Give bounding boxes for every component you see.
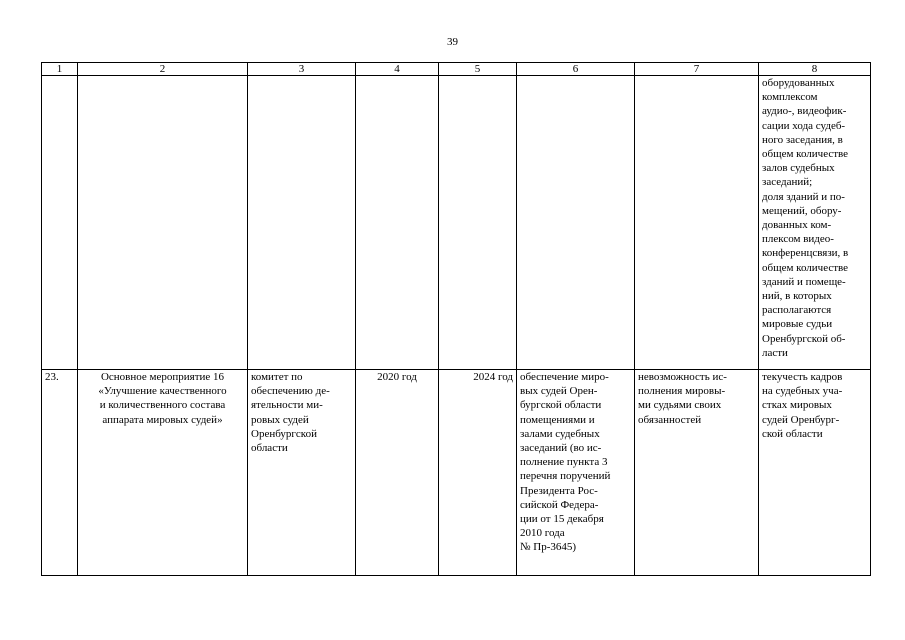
- table-cell: [42, 76, 78, 370]
- start-year-cell: 2020 год: [356, 370, 439, 576]
- text-line: ласти: [762, 346, 788, 359]
- text-line: зданий и помеще-: [762, 275, 846, 288]
- text-line: судей Оренбург-: [762, 413, 840, 426]
- text-line: ятельности ми-: [251, 399, 323, 412]
- executor-cell: [248, 370, 356, 576]
- text-line: «Улучшение качественного: [98, 385, 227, 398]
- text-line: области: [251, 442, 288, 455]
- result-cell: [517, 370, 635, 576]
- header-cell: 5: [439, 63, 517, 76]
- text-line: сации хода судеб-: [762, 119, 846, 132]
- text-line: ний, в которых: [762, 290, 832, 303]
- text-line: конференцсвязи, в: [762, 247, 849, 260]
- text-line: № Пр-3645): [520, 541, 577, 554]
- text-line: сийской Федера-: [520, 498, 599, 511]
- text-line: ровых судей: [251, 413, 309, 426]
- measures-table: [41, 62, 871, 576]
- text-line: комплексом: [762, 91, 818, 104]
- header-cell: 7: [635, 63, 759, 76]
- text-line: стках мировых: [762, 399, 832, 412]
- text-line: располагаются: [762, 304, 832, 317]
- page-number: 39: [447, 36, 458, 48]
- text-line: мещений, обору-: [762, 204, 842, 217]
- text-line: общем количестве: [762, 148, 849, 161]
- header-row: [42, 63, 871, 76]
- table-cell: [439, 76, 517, 370]
- text-line: 2010 года: [520, 527, 565, 540]
- text-line: обеспечение миро-: [520, 371, 609, 383]
- text-line: общем количестве: [762, 261, 849, 274]
- table-cell: [517, 76, 635, 370]
- header-cell: 2: [78, 63, 248, 76]
- text-line: бургской области: [520, 399, 602, 412]
- text-line: ции от 15 декабря: [520, 513, 604, 526]
- text-line: залов судебных: [762, 162, 835, 175]
- indicator-cell: [759, 76, 871, 370]
- text-line: оборудованных: [762, 77, 835, 89]
- table-cell: [635, 76, 759, 370]
- event-cell: [78, 370, 248, 576]
- text-line: обязанностей: [638, 413, 702, 426]
- header-cell: 1: [42, 63, 78, 76]
- text-line: помещениями и: [520, 413, 595, 426]
- text-line: плексом видео-: [762, 233, 834, 246]
- text-line: обеспечению де-: [251, 385, 330, 398]
- header-cell: 6: [517, 63, 635, 76]
- header-cell: 4: [356, 63, 439, 76]
- header-cell: 8: [759, 63, 871, 76]
- continuation-row: [42, 76, 871, 370]
- text-line: невозможность ис-: [638, 371, 727, 383]
- text-line: залами судебных: [520, 427, 600, 440]
- text-line: на судебных уча-: [762, 385, 843, 398]
- text-line: комитет по: [251, 371, 303, 383]
- table-row: [42, 370, 871, 576]
- text-line: ми судьями своих: [638, 399, 722, 412]
- row-number-cell: 23.: [42, 370, 78, 576]
- text-line: аппарата мировых судей»: [102, 413, 223, 426]
- text-line: заседаний (во ис-: [520, 442, 602, 455]
- text-line: перечня поручений: [520, 470, 611, 483]
- text-line: аудио-, видеофик-: [762, 105, 847, 118]
- text-line: Президента Рос-: [520, 484, 598, 497]
- text-line: Оренбургской об-: [762, 332, 846, 345]
- text-line: вых судей Орен-: [520, 385, 598, 398]
- text-line: текучесть кадров: [762, 371, 843, 383]
- consequence-cell: [635, 370, 759, 576]
- text-line: заседаний;: [762, 176, 813, 189]
- text-line: и количественного состава: [99, 399, 226, 412]
- table-cell: [248, 76, 356, 370]
- text-line: дованных ком-: [762, 219, 832, 232]
- end-year-cell: 2024 год: [439, 370, 517, 576]
- text-line: Оренбургской: [251, 427, 317, 440]
- text-line: полнение пункта 3: [520, 456, 608, 469]
- text-line: доля зданий и по-: [762, 190, 845, 203]
- text-line: ного заседания, в: [762, 133, 843, 146]
- text-line: полнения мировы-: [638, 385, 726, 398]
- table-cell: [356, 76, 439, 370]
- text-line: Основное мероприятие 16: [100, 371, 225, 383]
- text-line: ской области: [762, 427, 823, 440]
- table-cell: [78, 76, 248, 370]
- text-line: мировые судьи: [762, 318, 833, 331]
- header-cell: 3: [248, 63, 356, 76]
- indicator-cell: [759, 370, 871, 576]
